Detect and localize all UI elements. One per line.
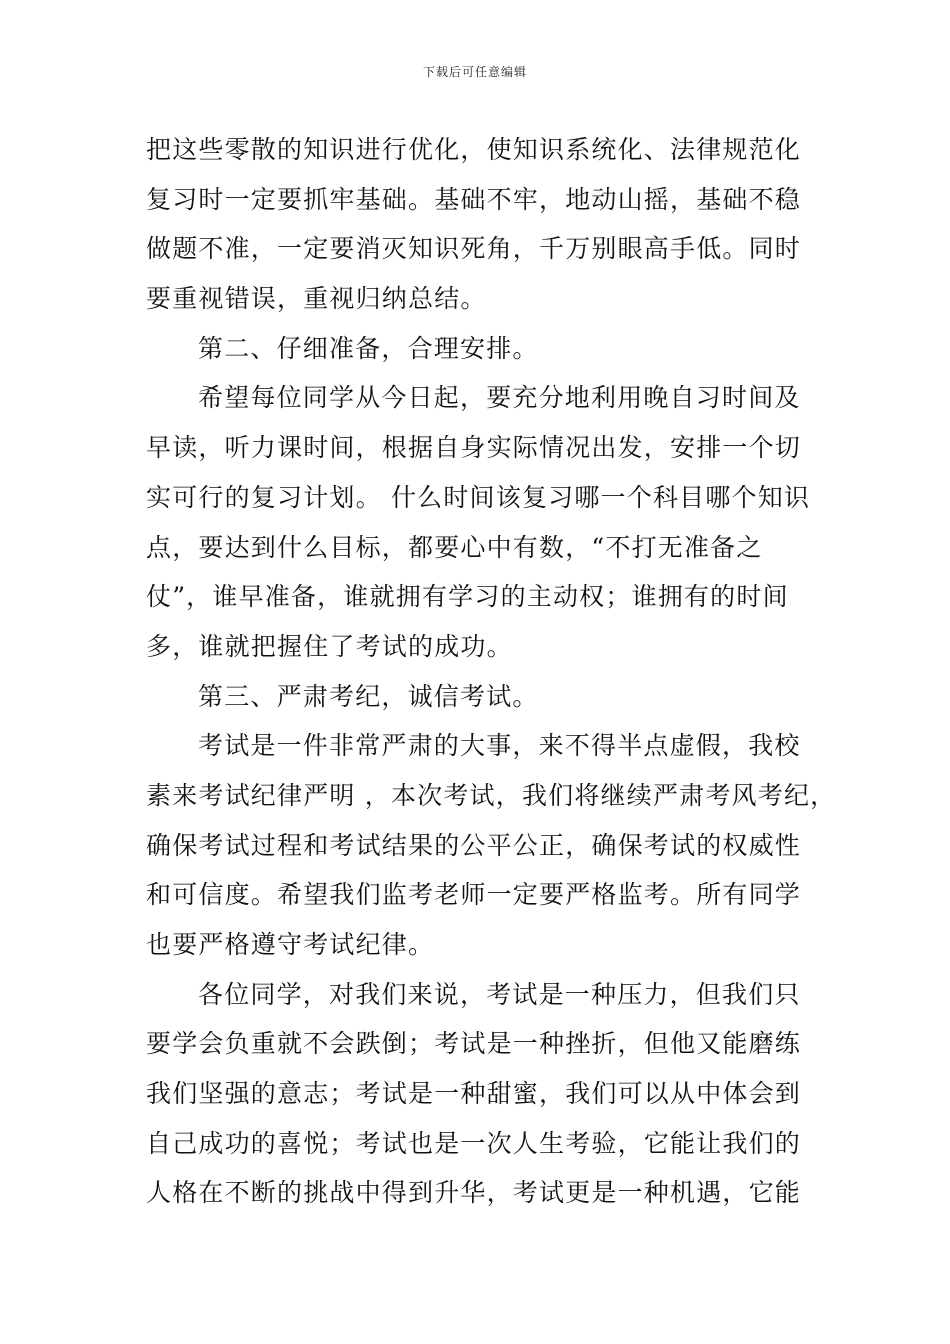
text-line: 要学会负重就不会跌倒；考试是一种挫折，但他又能磨练 xyxy=(146,1029,802,1059)
paragraph-start-line: 考试是一件非常严肃的大事，来不得半点虚假，我校 xyxy=(198,731,801,761)
page-header-note: 下载后可任意编辑 xyxy=(422,65,527,79)
paragraph-start-line: 希望每位同学从今日起，要充分地利用晚自习时间及 xyxy=(198,383,801,413)
text-line: 早读，听力课时间，根据自身实际情况出发，安排一个切 xyxy=(146,433,802,463)
section-heading: 第二、仔细准备，合理安排。 xyxy=(198,333,539,363)
text-line: 我们坚强的意志；考试是一种甜蜜，我们可以从中体会到 xyxy=(146,1079,802,1109)
text-line: 和可信度。希望我们监考老师一定要严格监考。所有同学 xyxy=(146,880,802,910)
text-line: 仗”，谁早准备，谁就拥有学习的主动权；谁拥有的时间 xyxy=(146,582,789,612)
text-line: 素来考试纪律严明 ，本次考试，我们将继续严肃考风考纪， xyxy=(146,780,837,810)
section-heading: 第三、严肃考纪，诚信考试。 xyxy=(198,681,539,711)
document-body xyxy=(146,125,837,1218)
text-line: 也要严格遵守考试纪律。 xyxy=(146,930,435,959)
text-line: 实可行的复习计划。 什么时间该复习哪一个科目哪个知识 xyxy=(146,482,811,512)
text-line: 确保考试过程和考试结果的公平公正，确保考试的权威性 xyxy=(146,830,802,860)
text-line: 复习时一定要抓牢基础。基础不牢，地动山摇，基础不稳 xyxy=(146,184,802,214)
text-line: 要重视错误，重视归纳总结。 xyxy=(146,284,487,314)
paragraph-start-line: 各位同学，对我们来说，考试是一种压力，但我们只 xyxy=(198,979,801,1009)
text-line: 把这些零散的知识进行优化，使知识系统化、法律规范化 xyxy=(146,135,802,164)
text-line: 人格在不断的挑战中得到升华，考试更是一种机遇，它能 xyxy=(146,1178,802,1208)
text-line: 做题不准，一定要消灭知识死角，千万别眼高手低。同时 xyxy=(146,234,802,264)
text-line: 点，要达到什么目标，都要心中有数，“不打无准备之 xyxy=(146,532,763,562)
text-line: 自己成功的喜悦；考试也是一次人生考验，它能让我们的 xyxy=(146,1128,802,1158)
text-line: 多，谁就把握住了考试的成功。 xyxy=(146,631,513,661)
